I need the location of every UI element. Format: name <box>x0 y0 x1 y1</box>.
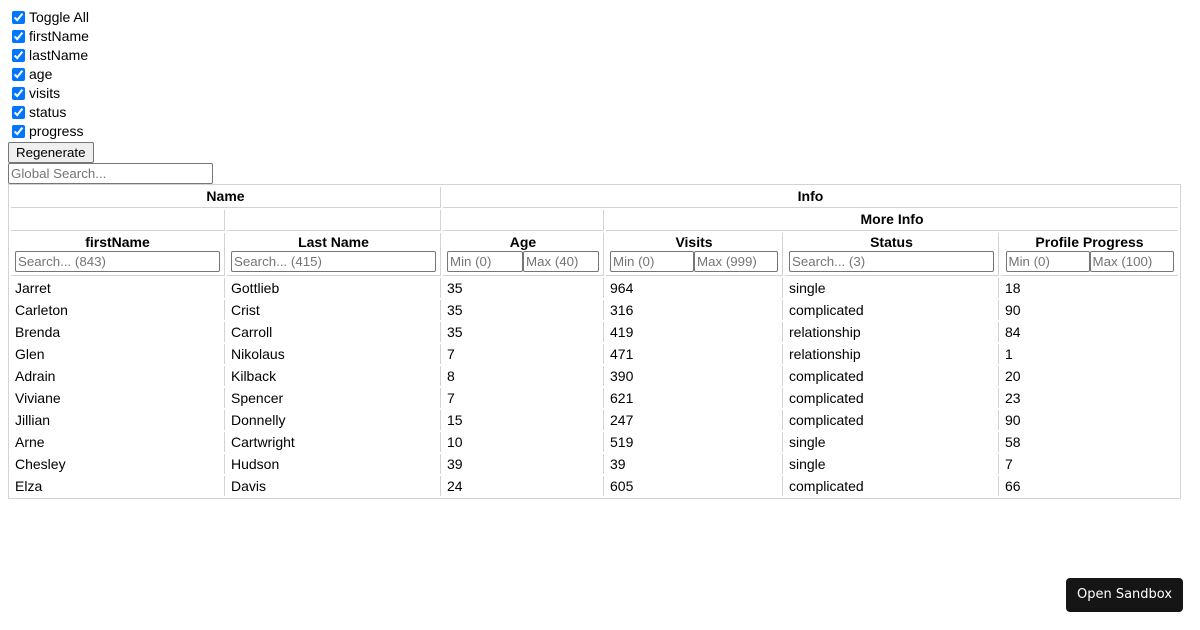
header-group-more-info: More Info <box>606 210 1178 231</box>
toggle-firstname-checkbox[interactable] <box>12 30 25 43</box>
table-cell: Donnelly <box>227 410 441 430</box>
column-title: firstName <box>85 234 150 250</box>
firstname-filter-input[interactable] <box>15 251 220 272</box>
column-filter <box>785 250 998 272</box>
toggle-progress-checkbox[interactable] <box>12 125 25 138</box>
table-cell: Glen <box>11 344 225 364</box>
table-cell: complicated <box>785 410 999 430</box>
table-cell: Adrain <box>11 366 225 386</box>
visits-min-input[interactable] <box>610 251 694 272</box>
table-cell: Carroll <box>227 322 441 342</box>
table-cell: Cartwright <box>227 432 441 452</box>
column-filter <box>227 250 440 272</box>
table-cell: 39 <box>443 454 604 474</box>
table-cell: single <box>785 432 999 452</box>
table-row <box>11 366 1178 386</box>
header-group-name: Name <box>11 187 441 208</box>
header-subgroup-row <box>11 210 1178 231</box>
header-group-info: Info <box>443 187 1178 208</box>
toggle-visits-label: visits <box>29 85 61 101</box>
table-cell: Crist <box>227 300 441 320</box>
table-cell: Jillian <box>11 410 225 430</box>
toggle-visits-row <box>8 84 1192 103</box>
table-cell: 18 <box>1005 280 1021 296</box>
table-row <box>11 476 1178 496</box>
table-cell: 964 <box>606 278 783 298</box>
column-title: Last Name <box>298 234 369 250</box>
table-cell: 23 <box>1005 390 1021 406</box>
toggle-progress-row <box>8 122 1192 141</box>
table-cell: 84 <box>1005 324 1021 340</box>
table-row <box>11 388 1178 408</box>
column-header-firstname <box>11 233 225 276</box>
table-cell: Viviane <box>11 388 225 408</box>
table-cell: 247 <box>606 410 783 430</box>
table-cell: 35 <box>443 300 604 320</box>
data-table <box>8 184 1181 499</box>
header-placeholder <box>227 210 441 231</box>
table-cell: 419 <box>606 322 783 342</box>
toggle-lastname-row <box>8 46 1192 65</box>
table-cell: 35 <box>443 322 604 342</box>
table-cell: 605 <box>606 476 783 496</box>
table-cell: relationship <box>785 344 999 364</box>
table-cell: 24 <box>443 476 604 496</box>
age-max-input[interactable] <box>523 251 599 272</box>
toggle-firstname-label: firstName <box>29 28 89 44</box>
table-row <box>11 278 1178 298</box>
progress-min-input[interactable] <box>1006 251 1090 272</box>
status-filter-input[interactable] <box>789 251 994 272</box>
column-header-age <box>443 233 604 276</box>
toggle-age-checkbox[interactable] <box>12 68 25 81</box>
toggle-status-checkbox[interactable] <box>12 106 25 119</box>
table-cell: 8 <box>443 366 604 386</box>
table-cell: complicated <box>785 388 999 408</box>
table-row <box>11 344 1178 364</box>
table-row <box>11 432 1178 452</box>
column-title: Status <box>870 234 913 250</box>
lastname-filter-input[interactable] <box>231 251 436 272</box>
column-header-status <box>785 233 999 276</box>
table-cell: 471 <box>606 344 783 364</box>
column-title: Visits <box>675 234 713 250</box>
global-search-input[interactable] <box>8 163 213 184</box>
table-cell: Davis <box>227 476 441 496</box>
table-cell: Chesley <box>11 454 225 474</box>
table-cell: Nikolaus <box>227 344 441 364</box>
toggle-firstname-row <box>8 27 1192 46</box>
table-cell: 90 <box>1005 412 1021 428</box>
column-title: Profile Progress <box>1035 234 1144 250</box>
table-cell: Gottlieb <box>227 278 441 298</box>
table-cell: 519 <box>606 432 783 452</box>
table-cell: 20 <box>1005 368 1021 384</box>
table-cell: Kilback <box>227 366 441 386</box>
toggle-all-row <box>8 8 1192 27</box>
toggle-age-label: age <box>29 66 53 82</box>
regenerate-button[interactable]: Regenerate <box>8 142 94 163</box>
table-cell: 7 <box>443 344 604 364</box>
table-cell: 7 <box>443 388 604 408</box>
table-cell: 58 <box>1005 434 1021 450</box>
toggle-visits-checkbox[interactable] <box>12 87 25 100</box>
column-header-lastname <box>227 233 441 276</box>
table-row <box>11 454 1178 474</box>
table-cell: Hudson <box>227 454 441 474</box>
toggle-status-row <box>8 103 1192 122</box>
table-row <box>11 322 1178 342</box>
table-cell: complicated <box>785 366 999 386</box>
progress-max-input[interactable] <box>1090 251 1174 272</box>
header-column-row <box>11 233 1178 276</box>
header-placeholder <box>11 210 225 231</box>
toggle-all-label: Toggle All <box>29 9 89 25</box>
toggle-age-row <box>8 65 1192 84</box>
table-cell: Jarret <box>11 278 225 298</box>
column-header-progress <box>1001 233 1178 276</box>
column-header-visits <box>606 233 783 276</box>
table-cell: Carleton <box>11 300 225 320</box>
table-cell: 7 <box>1005 456 1013 472</box>
column-filter <box>11 250 224 272</box>
open-sandbox-button[interactable]: Open Sandbox <box>1066 578 1183 612</box>
column-title: Age <box>509 234 537 250</box>
table-cell: 621 <box>606 388 783 408</box>
table-row <box>11 410 1178 430</box>
toggle-all-checkbox[interactable] <box>12 11 25 24</box>
visits-max-input[interactable] <box>694 251 778 272</box>
table-cell: 316 <box>606 300 783 320</box>
table-cell: Arne <box>11 432 225 452</box>
table-cell: 1 <box>1005 346 1013 362</box>
table-cell: 90 <box>1005 302 1021 318</box>
table-cell: relationship <box>785 322 999 342</box>
table-cell: 390 <box>606 366 783 386</box>
table-cell: 10 <box>443 432 604 452</box>
header-group-row <box>11 187 1178 208</box>
table-cell: 66 <box>1005 478 1021 494</box>
table-cell: Spencer <box>227 388 441 408</box>
table-cell: complicated <box>785 476 999 496</box>
table-cell: single <box>785 454 999 474</box>
table-cell: Elza <box>11 476 225 496</box>
table-cell: Brenda <box>11 322 225 342</box>
toggle-progress-label: progress <box>29 123 84 139</box>
column-filter <box>443 250 603 272</box>
toggle-lastname-checkbox[interactable] <box>12 49 25 62</box>
column-filter <box>1001 250 1178 272</box>
table-cell: 15 <box>443 410 604 430</box>
column-toggle-list <box>8 8 1192 141</box>
age-min-input[interactable] <box>447 251 523 272</box>
toggle-lastname-label: lastName <box>29 47 89 63</box>
table-row <box>11 300 1178 320</box>
table-cell: complicated <box>785 300 999 320</box>
table-body <box>11 278 1178 496</box>
table-cell: single <box>785 278 999 298</box>
table-cell: 39 <box>606 454 783 474</box>
column-filter <box>606 250 782 272</box>
table-cell: 35 <box>443 278 604 298</box>
header-placeholder <box>443 210 604 231</box>
toggle-status-label: status <box>29 104 67 120</box>
